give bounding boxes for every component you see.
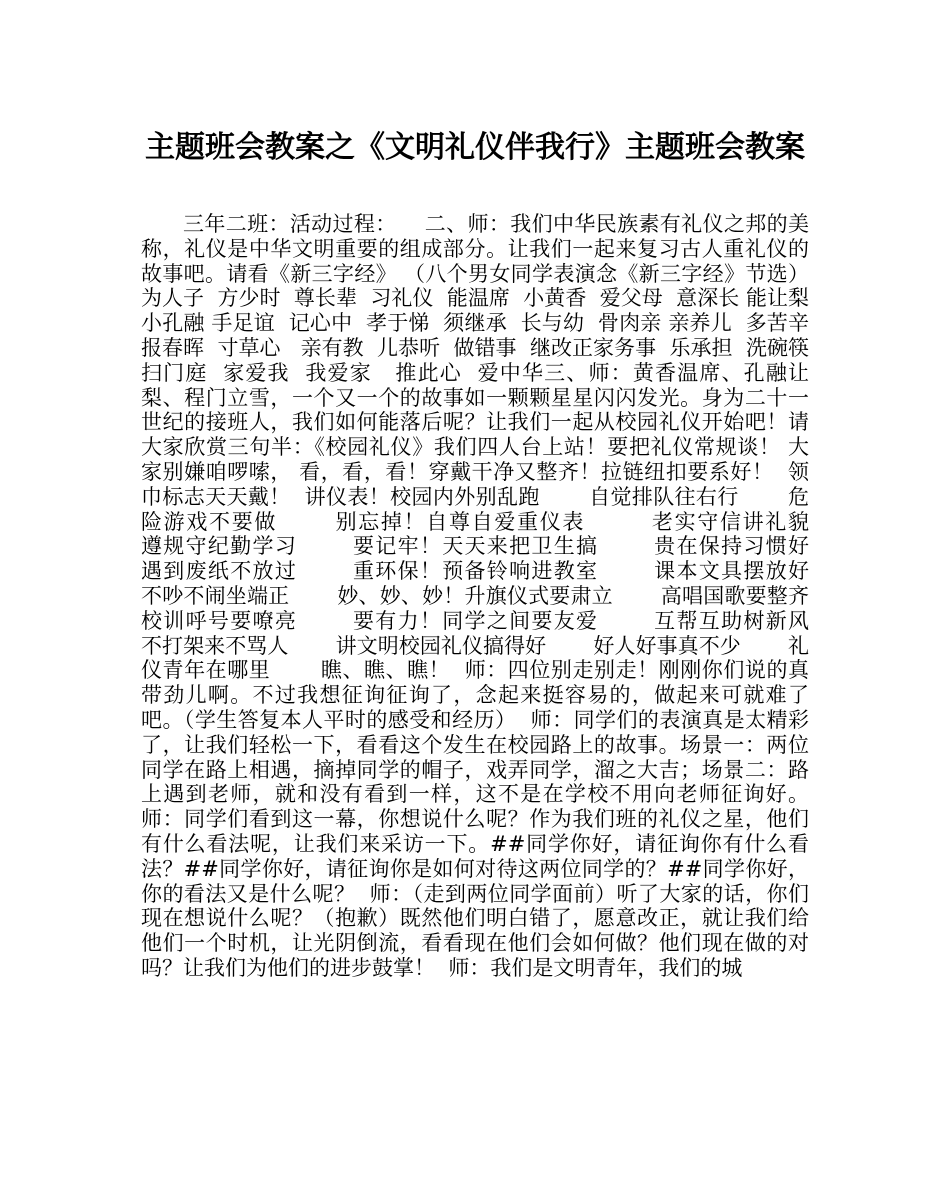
document-title: 主题班会教案之《文明礼仪伴我行》主题班会教案 [145, 130, 805, 165]
document-body-text: 三年二班：活动过程： 二、师：我们中华民族素有礼仪之邦的美称，礼仪是中华文明重要的组成部分。让我们一起来复习古人重礼仪的故事吧。请看《新三字经》 （八个男女同学表演念《新三字经》节选）为人子 方少时 尊长辈 习礼仪 能温席 小黄香 爱父母 意深长 能让梨 小孔融 手足谊 记心中 孝于悌 须继承 长与幼 骨肉亲 亲养儿 多苦辛 报春晖 寸草心 亲有教 儿恭听 做错事 继改正家务事 乐承担 洗碗筷 扫门庭 家爱我 我爱家 推此心 爱中华三、师：黄香温席、孔融让梨、程门立雪，一个又一个的故事如一颗颗星星闪闪发光。身为二十一世纪的接班人，我们如何能落后呢？让我们一起从校园礼仪开始吧！请大家欣赏三句半：《校园礼仪》我们四人台上站！要把礼仪常规谈！ 大家别嫌咱啰嗦， 看，看，看！穿戴干净又整齐！拉链纽扣要系好！ 领巾标志天天戴！ 讲仪表！校园内外别乱跑 自觉排队往右行 危险游戏不要做 别忘掉！自尊自爱重仪表 老实守信讲礼貌 遵规守纪勤学习 要记牢！天天来把卫生搞 贵在保持习惯好 遇到废纸不放过 重环保！预备铃响进教室 课本文具摆放好 不吵不闹坐端正 妙、妙、妙！升旗仪式要肃立 高唱国歌要整齐 校训呼号要嘹亮 要有力！同学之间要友爱 互帮互助树新风 不打架来不骂人 讲文明校园礼仪搞得好 好人好事真不少 礼仪青年在哪里 瞧、瞧、瞧！ 师：四位别走别走！刚刚你们说的真带劲儿啊。不过我想征询征询了，念起来挺容易的，做起来可就难了吧。（学生答复本人平时的感受和经历） 师：同学们的表演真是太精彩了，让我们轻松一下，看看这个发生在校园路上的故事。场景一：两位同学在路上相遇，摘掉同学的帽子，戏弄同学，溜之大吉；场景二：路上遇到老师，就和没有看到一样，这不是在学校不用向老师征询好。 师：同学们看到这一幕，你想说什么呢？作为我们班的礼仪之星，他们有什么看法呢，让我们来采访一下。##同学你好，请征询你有什么看法？##同学你好，请征询你是如何对待这两位同学的？##同学你好，你的看法又是什么呢？ 师：（走到两位同学面前）听了大家的话，你们现在想说什么呢？（抱歉）既然他们明白错了，愿意改正，就让我们给他们一个时机，让光阴倒流，看看现在他们会如何做？他们现在做的对吗？让我们为他们的进步鼓掌！ 师：我们是文明青年，我们的城 [141, 212, 856, 980]
